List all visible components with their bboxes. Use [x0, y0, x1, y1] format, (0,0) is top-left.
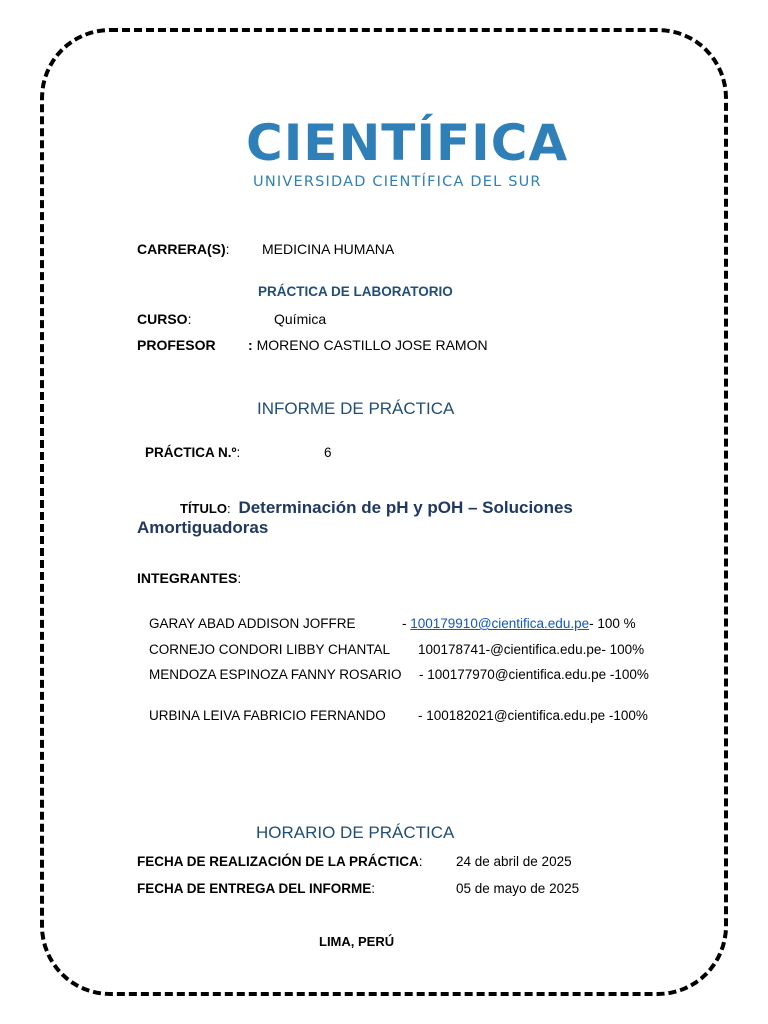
- curso-label: CURSO: [137, 311, 188, 327]
- fecha-entrega-row: [137, 881, 375, 896]
- carrera-label: CARRERA(S): [137, 241, 226, 257]
- curso-row: [137, 311, 191, 327]
- practica-num-sep: :: [236, 445, 241, 460]
- member-1-name: GARAY ABAD ADDISON JOFFRE: [149, 616, 356, 631]
- titulo-line2: Amortiguadoras: [137, 518, 269, 537]
- curso-value: Química: [274, 311, 327, 327]
- fecha-realizacion-label: FECHA DE REALIZACIÓN DE LA PRÁCTICA: [137, 854, 419, 869]
- titulo-row: [180, 498, 573, 518]
- member-1-post: - 100 %: [589, 616, 636, 631]
- horario-heading: HORARIO DE PRÁCTICA: [256, 823, 455, 842]
- carrera-sep: :: [225, 241, 230, 257]
- fecha-entrega-sep: :: [371, 881, 376, 896]
- titulo-label: TÍTULO: [180, 501, 227, 516]
- practica-lab-heading: PRÁCTICA DE LABORATORIO: [258, 284, 453, 299]
- profesor-row: [248, 337, 488, 353]
- carrera-row: [137, 241, 230, 257]
- member-4-name: URBINA LEIVA FABRICIO FERNANDO: [149, 708, 386, 723]
- member-3-detail: - 100177970@cientifica.edu.pe -100%: [419, 667, 649, 682]
- integrantes-row: [137, 570, 241, 586]
- integrantes-label: INTEGRANTES: [137, 570, 238, 586]
- profesor-value: MORENO CASTILLO JOSE RAMON: [256, 337, 488, 353]
- logo-subtitle: UNIVERSIDAD CIENTÍFICA DEL SUR: [253, 174, 542, 190]
- member-4-detail: - 100182021@cientifica.edu.pe -100%: [418, 708, 648, 723]
- fecha-realizacion-sep: :: [418, 854, 423, 869]
- member-1-detail: [402, 616, 636, 631]
- practica-num-value: 6: [324, 445, 332, 460]
- member-1-email-link[interactable]: 100179910@cientifica.edu.pe: [410, 616, 590, 631]
- profesor-sep: :: [248, 337, 253, 353]
- fecha-entrega-label: FECHA DE ENTREGA DEL INFORME: [137, 881, 372, 896]
- curso-sep: :: [187, 311, 192, 327]
- titulo-line1: Determinación de pH y pOH – Soluciones: [238, 498, 573, 517]
- carrera-value: MEDICINA HUMANA: [262, 241, 395, 257]
- fecha-realizacion-row: [137, 854, 423, 869]
- practica-num-row: [145, 445, 240, 460]
- logo-wordmark: CIENTÍFICA: [246, 114, 569, 172]
- member-2-name: CORNEJO CONDORI LIBBY CHANTAL: [149, 642, 391, 657]
- fecha-entrega-value: 05 de mayo de 2025: [456, 881, 580, 896]
- university-logo: [246, 114, 569, 194]
- member-3-name: MENDOZA ESPINOZA FANNY ROSARIO: [149, 667, 402, 682]
- titulo-sep: :: [226, 501, 231, 516]
- profesor-label: PROFESOR: [137, 337, 216, 353]
- practica-num-label: PRÁCTICA N.º: [145, 445, 237, 460]
- footer-location: LIMA, PERÚ: [319, 934, 395, 949]
- member-1-pre: -: [402, 616, 411, 631]
- member-2-detail: 100178741-@cientifica.edu.pe- 100%: [418, 642, 645, 657]
- fecha-realizacion-value: 24 de abril de 2025: [456, 854, 572, 869]
- informe-heading: INFORME DE PRÁCTICA: [257, 399, 455, 418]
- integrantes-sep: :: [237, 570, 242, 586]
